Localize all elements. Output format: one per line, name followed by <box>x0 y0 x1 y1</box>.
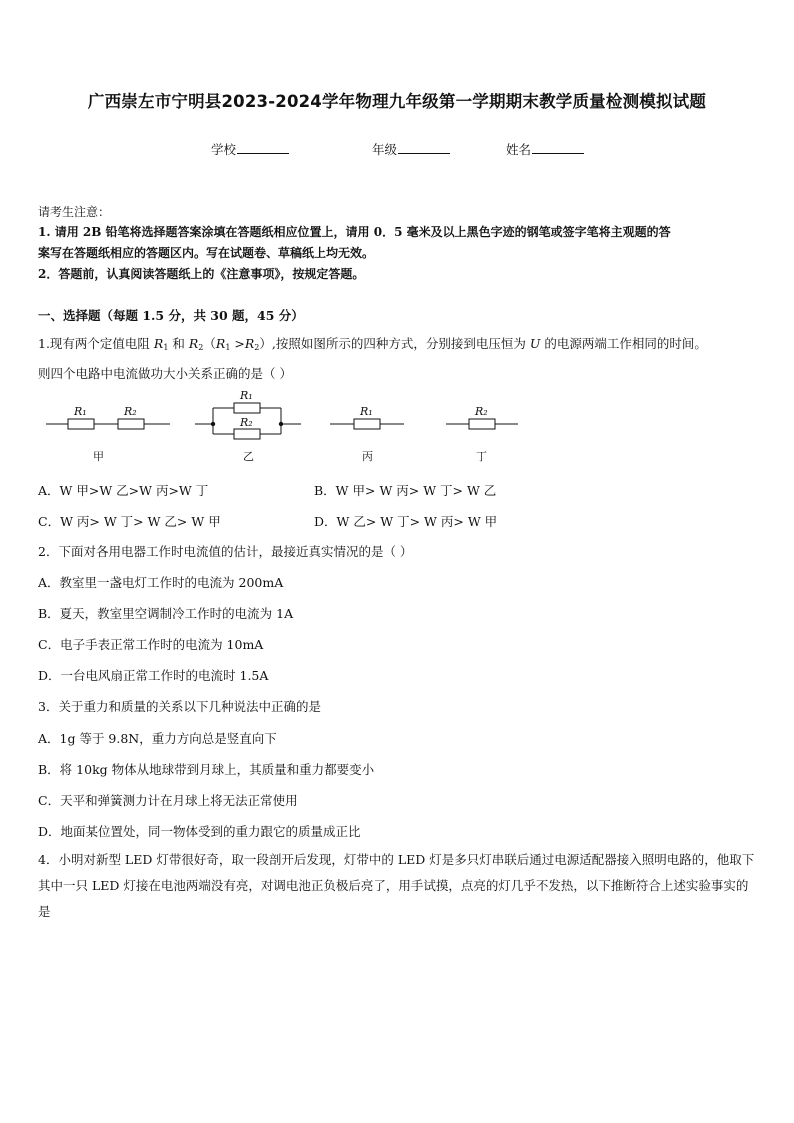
q1-u: U <box>529 336 541 351</box>
jia-r1-label: R₁ <box>74 405 87 418</box>
school-blank[interactable] <box>237 141 289 154</box>
q1-r2b: R <box>244 336 255 351</box>
grade-field[interactable] <box>372 140 450 158</box>
q2-stem: 2．下面对各用电器工作时电流值的估计，最接近真实情况的是（ ） <box>38 544 413 559</box>
q3-option-a[interactable]: A．1g 等于 9.8N，重力方向总是竖直向下 <box>38 731 277 746</box>
section-heading: 一、选择题（每题 1.5 分，共 30 题，45 分） <box>38 308 304 323</box>
school-field[interactable] <box>211 140 289 158</box>
ding-r2-label: R₂ <box>475 405 488 418</box>
q1-r1-sub: 1 <box>163 343 169 352</box>
name-blank[interactable] <box>532 141 584 154</box>
q2-option-a[interactable]: A．教室里一盏电灯工作时的电流为 200mA <box>38 575 284 590</box>
page-title: 广西崇左市宁明县2023-2024学年物理九年级第一学期期末教学质量检测模拟试题 <box>87 92 707 111</box>
q1-option-d[interactable]: D．W 乙> W 丁> W 丙> W 甲 <box>314 514 498 529</box>
q4-stem: 4．小明对新型 LED 灯带很好奇，取一段剖开后发现，灯带中的 LED 灯是多只灯串联后通过电源适配器接入照明电路的，他取下其中一只 LED 灯接在电池两端没有亮，对调电池正负极后亮了，用手试摸，点亮的灯几乎不发热，以下推断符合上述实验事实的是 <box>38 852 755 919</box>
q1-text-c: 的电源两端工作相同的时间。 <box>540 336 707 351</box>
jia-r1-resistor <box>68 419 94 429</box>
ding-r2-resistor <box>469 419 495 429</box>
q1-text-a: 1.现有两个定值电阻 <box>38 336 154 351</box>
notice-item1-line2: 案写在答题纸相应的答题区内。写在试题卷、草稿纸上均无效。 <box>38 246 375 260</box>
q1-r2b-sub: 2 <box>254 343 260 352</box>
q1-gt: > <box>230 336 245 351</box>
yi-r1-label: R₁ <box>240 389 253 402</box>
circuit-label-jia: 甲 <box>93 450 104 463</box>
q2-option-d[interactable]: D．一台电风扇正常工作时的电流时 1.5A <box>38 668 269 683</box>
school-label: 学校 <box>211 142 237 157</box>
q1-and: 和 <box>168 336 189 351</box>
q1-r1b-sub: 1 <box>225 343 231 352</box>
q2-option-b[interactable]: B．夏天，教室里空调制冷工作时的电流为 1A <box>38 606 294 621</box>
jia-r2-resistor <box>118 419 144 429</box>
notice-item1-line1: 1. 请用 2B 铅笔将选择题答案涂填在答题纸相应位置上，请用 0．5 毫米及以上黑色字迹的钢笔或签字笔将主观题的答 <box>38 225 671 239</box>
circuit-label-yi: 乙 <box>243 450 254 463</box>
q1-paren: （ <box>203 336 216 351</box>
notice-item2: 2．答题前，认真阅读答题纸上的《注意事项》，按规定答题。 <box>38 267 365 281</box>
q1-stem-line1 <box>38 334 707 352</box>
yi-r2-resistor <box>234 429 260 439</box>
q1-r1: R <box>153 336 164 351</box>
q1-option-a[interactable]: A．W 甲>W 乙>W 丙>W 丁 <box>38 483 209 498</box>
yi-junction-right <box>279 422 283 426</box>
circuit-label-ding: 丁 <box>476 450 487 463</box>
q1-option-b[interactable]: B．W 甲> W 丙> W 丁> W 乙 <box>314 483 497 498</box>
q1-option-c[interactable]: C．W 丙> W 丁> W 乙> W 甲 <box>38 514 221 529</box>
jia-r2-label: R₂ <box>124 405 137 418</box>
name-label: 姓名 <box>506 142 532 157</box>
q1-r2-sub: 2 <box>198 343 204 352</box>
notice-heading: 请考生注意： <box>38 205 111 219</box>
circuit-label-bing: 丙 <box>362 450 373 463</box>
q1-r1b: R <box>215 336 226 351</box>
q3-option-c[interactable]: C．天平和弹簧测力计在月球上将无法正常使用 <box>38 793 298 808</box>
q3-option-d[interactable]: D．地面某位置处，同一物体受到的重力跟它的质量成正比 <box>38 824 361 839</box>
yi-r2-label: R₂ <box>240 416 253 429</box>
q1-r2: R <box>188 336 199 351</box>
yi-junction-left <box>211 422 215 426</box>
q1-circuit-diagram <box>0 386 794 466</box>
yi-r1-resistor <box>234 403 260 413</box>
grade-label: 年级 <box>372 142 398 157</box>
bing-r1-resistor <box>354 419 380 429</box>
q2-option-c[interactable]: C．电子手表正常工作时的电流为 10mA <box>38 637 264 652</box>
bing-r1-label: R₁ <box>360 405 373 418</box>
grade-blank[interactable] <box>398 141 450 154</box>
q1-stem-line2: 则四个电路中电流做功大小关系正确的是（ ） <box>38 366 292 381</box>
q3-stem: 3．关于重力和质量的关系以下几种说法中正确的是 <box>38 699 321 714</box>
name-field[interactable] <box>506 140 584 158</box>
q1-text-b: ）,按照如图所示的四种方式，分别接到电压恒为 <box>259 336 530 351</box>
q3-option-b[interactable]: B．将 10kg 物体从地球带到月球上，其质量和重力都要变小 <box>38 762 375 777</box>
